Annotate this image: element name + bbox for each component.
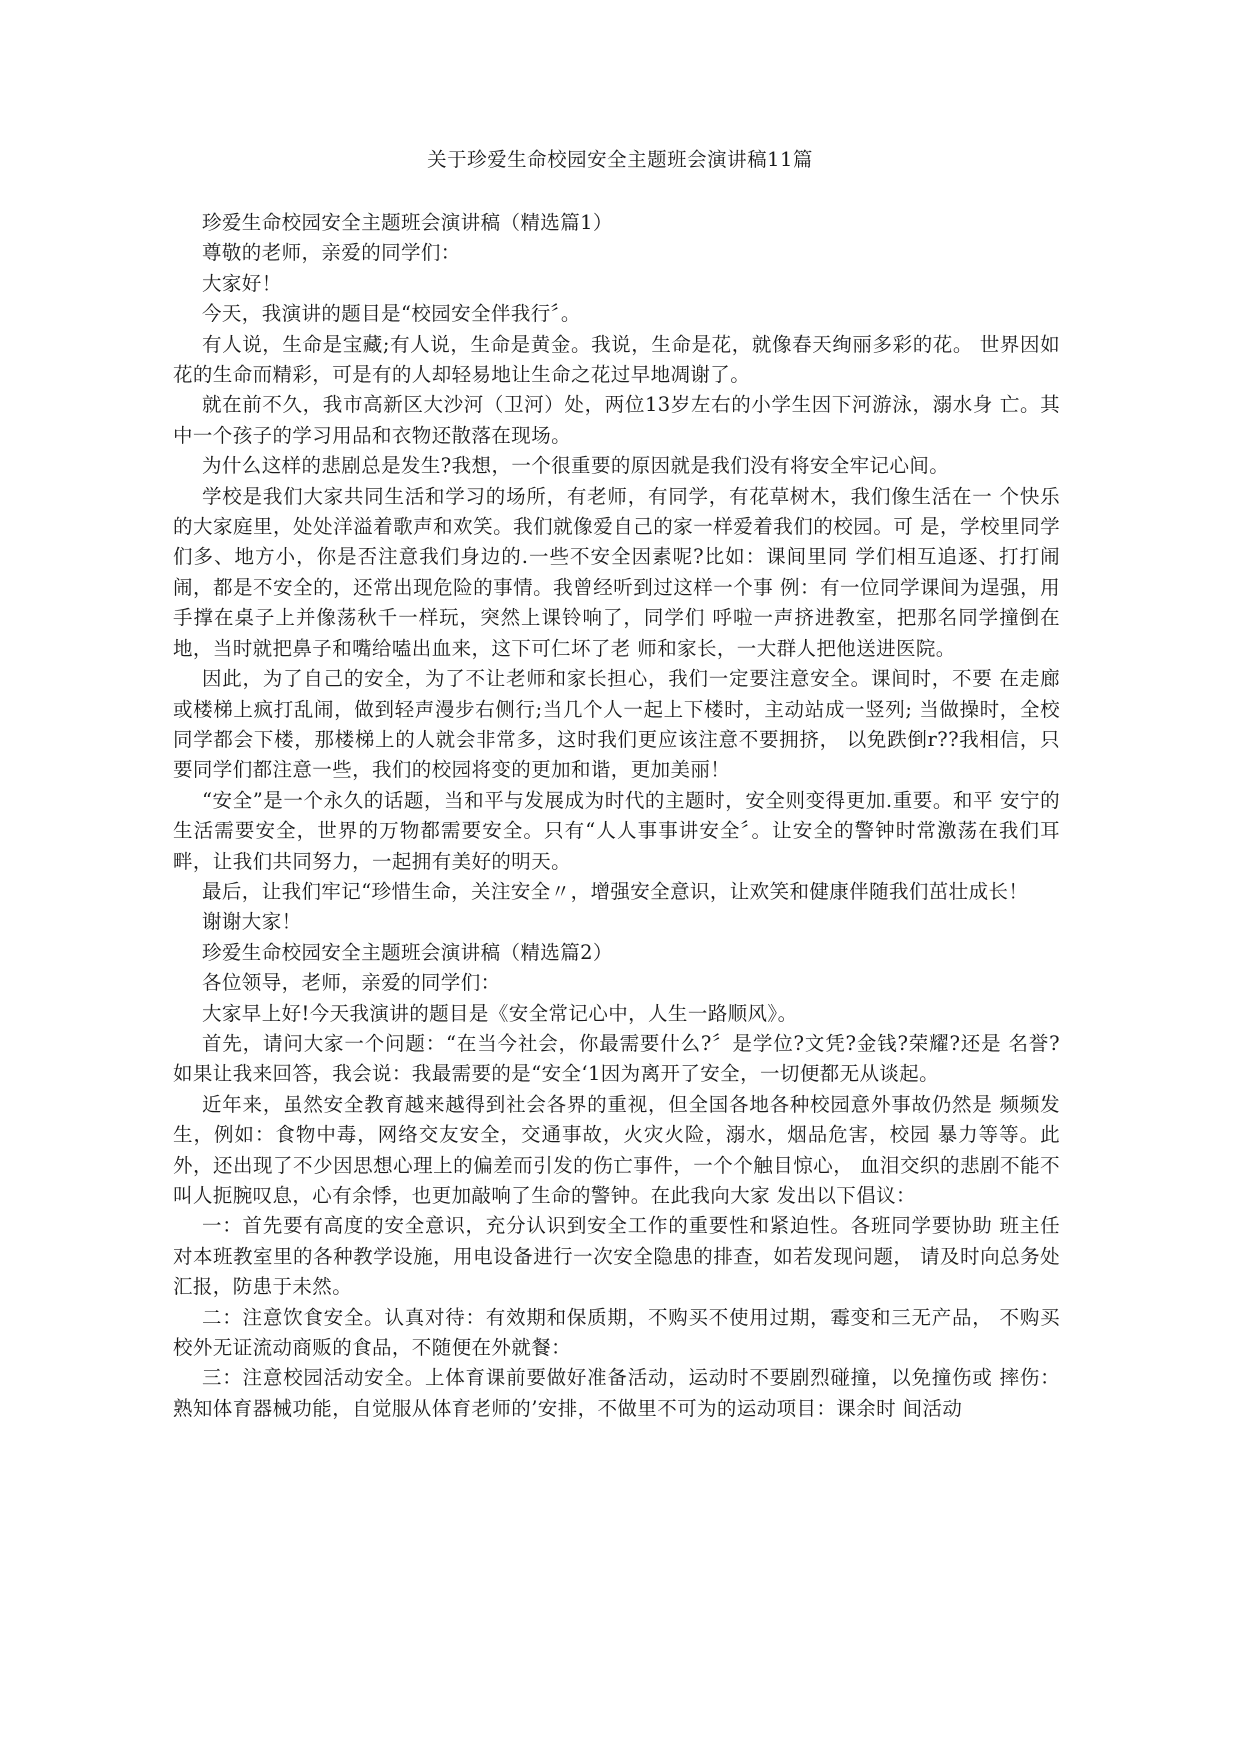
paragraph: 近年来，虽然安全教育越来越得到社会各界的重视，但全国各地各种校园意外事故仍然是 频频发生，例如：食物中毒，网络交友安全，交通事故，火灾火险，溺水，烟品危害，校园 暴力等等。此外，还出现了不少因思想心理上的偏差而引发的伤亡事件，一个个触目惊心， 血泪交织的悲剧不能不叫人扼腕叹息，心有余悸，也更加敲响了生命的警钟。在此我向大家 发出以下倡议：: [173, 1092, 1060, 1207]
section-heading-2: 珍爱生命校园安全主题班会演讲稿（精选篇2）: [202, 940, 613, 964]
paragraph: 因此，为了自己的安全，为了不让老师和家长担心，我们一定要注意安全。课间时，不要 在走廊或楼梯上疯打乱闹，做到轻声漫步右侧行;当几个人一起上下楼时，主动站成一竖列; 当做操时，全校同学都会下楼，那楼梯上的人就会非常多，这时我们更应该注意不要拥挤， 以免跌倒r??我相信，只要同学们都注意一些，我们的校园将变的更加和谐，更加美丽！: [173, 667, 1060, 782]
paragraph: 三：注意校园活动安全。上体育课前要做好准备活动，运动时不要剧烈碰撞，以免撞伤或 摔伤：熟知体育器械功能，自觉服从体育老师的’安排，不做里不可为的运动项目：课余时 间活动: [173, 1366, 1060, 1420]
paragraph: 就在前不久，我市高新区大沙河（卫河）处，两位13岁左右的小学生因下河游泳，溺水身 亡。其中一个孩子的学习用品和衣物还散落在现场。: [173, 393, 1060, 447]
paragraph: 有人说，生命是宝藏;有人说，生命是黄金。我说，生命是花，就像春天绚丽多彩的花。 世界因如花的生命而精彩，可是有的人却轻易地让生命之花过早地凋谢了。: [173, 332, 1060, 387]
greeting: 大家好！: [202, 271, 282, 295]
paragraph: 今天，我演讲的题目是“校园安全伴我行〞。: [202, 302, 581, 326]
paragraph: 为什么这样的悲剧总是发生?我想，一个很重要的原因就是我们没有将安全牢记心间。: [202, 454, 950, 478]
paragraph: 学校是我们大家共同生活和学习的场所，有老师，有同学，有花草树木，我们像生活在一 个快乐的大家庭里，处处洋溢着歌声和欢笑。我们就像爱自己的家一样爱着我们的校园。可 是，学校里同学们多、地方小，你是否注意我们身边的.一些不安全因素呢?比如：课间里同 学们相互追逐、打打闹闹，都是不安全的，还常出现危险的事情。我曾经听到过这样一个事 例：有一位同学课间为逞强，用手撑在桌子上并像荡秋千一样玩，突然上课铃响了，同学们 呼啦一声挤进教室，把那名同学撞倒在地，当时就把鼻子和嘴给嗑出血来，这下可仁坏了老 师和家长，一大群人把他送进医院。: [173, 484, 1060, 660]
document-body: [173, 208, 1060, 1424]
paragraph: 大家早上好!今天我演讲的题目是《安全常记心中，人生一路顺风》。: [202, 1001, 798, 1025]
document-title: 关于珍爱生命校园安全主题班会演讲稿11篇: [427, 148, 813, 171]
paragraph: 最后，让我们牢记“珍惜生命，关注安全〃，增强安全意识，让欢笑和健康伴随我们茁壮成长！: [202, 879, 1029, 903]
paragraph: 一：首先要有高度的安全意识，充分认识到安全工作的重要性和紧迫性。各班同学要协助 班主任对本班教室里的各种教学设施，用电设备进行一次安全隐患的排查，如若发现问题， 请及时向总务处汇报，防患于未然。: [173, 1214, 1060, 1299]
closing: 谢谢大家！: [202, 910, 302, 934]
section-heading-1: 珍爱生命校园安全主题班会演讲稿（精选篇1）: [202, 211, 613, 234]
salutation: 尊敬的老师，亲爱的同学们：: [202, 241, 461, 265]
paragraph: “安全”是一个永久的话题，当和平与发展成为时代的主题时，安全则变得更加.重要。和平 安宁的生活需要安全，世界的万物都需要安全。只有“人人事事讲安全〞。让安全的警钟时常激荡在我们耳畔，让我们共同努力，一起拥有美好的明天。: [173, 788, 1060, 873]
paragraph: 首先，请问大家一个问题：“在当今社会，你最需要什么?〞是学位?文凭?金钱?荣耀?还是 名誉?如果让我来回答，我会说：我最需要的是“安全‘1因为离开了安全，一切便都无从谈起。: [173, 1031, 1060, 1086]
paragraph: 二：注意饮食安全。认真对待：有效期和保质期，不购买不使用过期，霉变和三无产品， 不购买校外无证流动商贩的食品，不随便在外就餐：: [173, 1305, 1060, 1360]
salutation: 各位领导，老师，亲爱的同学们：: [202, 971, 501, 995]
